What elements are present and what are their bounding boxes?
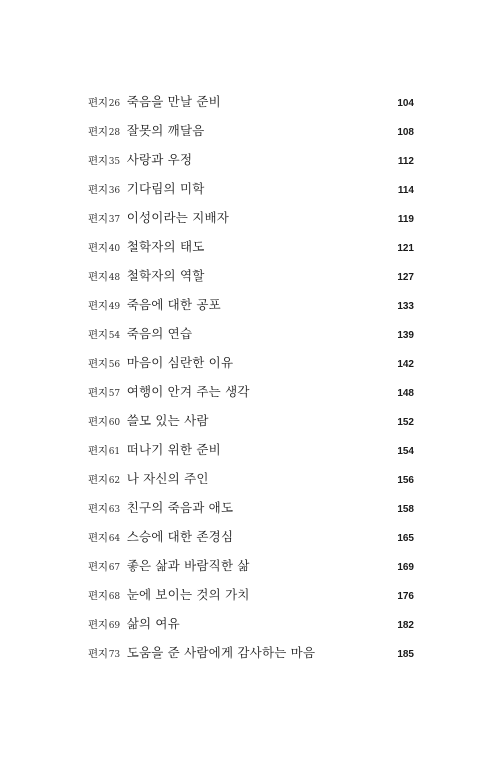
page-number: 119 xyxy=(397,214,414,225)
letter-label: 편지 xyxy=(88,155,108,167)
letter-label: 편지 xyxy=(88,387,108,399)
entry-title: 죽음을 만날 준비 xyxy=(126,94,221,109)
page-number: 152 xyxy=(397,417,414,428)
table-of-contents xyxy=(88,92,414,672)
letter-label: 편지 xyxy=(88,474,108,486)
letter-label: 편지 xyxy=(88,271,108,283)
page-number: 142 xyxy=(397,359,414,370)
entry-title: 사랑과 우정 xyxy=(126,152,193,167)
letter-label: 편지 xyxy=(88,416,108,428)
toc-entry[interactable] xyxy=(88,643,414,672)
toc-entry[interactable] xyxy=(88,585,414,614)
entry-title: 삶의 여유 xyxy=(126,616,180,631)
letter-number: 67 xyxy=(108,563,121,573)
toc-entry[interactable] xyxy=(88,411,414,440)
page-number: 154 xyxy=(397,446,414,457)
page-number: 185 xyxy=(397,649,414,660)
letter-number: 40 xyxy=(108,244,121,254)
letter-label: 편지 xyxy=(88,329,108,341)
letter-label: 편지 xyxy=(88,648,108,660)
page-number: 158 xyxy=(397,504,414,515)
letter-number: 49 xyxy=(108,302,121,312)
letter-number: 37 xyxy=(108,215,121,225)
letter-label: 편지 xyxy=(88,97,108,109)
entry-title: 마음이 심란한 이유 xyxy=(126,355,234,370)
toc-entry[interactable] xyxy=(88,353,414,382)
letter-number: 35 xyxy=(108,157,121,167)
letter-number: 54 xyxy=(108,331,121,341)
letter-number: 64 xyxy=(108,534,121,544)
letter-label: 편지 xyxy=(88,561,108,573)
page-number: 127 xyxy=(397,272,414,283)
toc-entry[interactable] xyxy=(88,208,414,237)
letter-label: 편지 xyxy=(88,242,108,254)
page-number: 148 xyxy=(397,388,414,399)
entry-title: 죽음에 대한 공포 xyxy=(126,297,221,312)
letter-label: 편지 xyxy=(88,532,108,544)
letter-number: 57 xyxy=(108,389,121,399)
toc-entry[interactable] xyxy=(88,237,414,266)
page-number: 121 xyxy=(397,243,414,254)
page-number: 112 xyxy=(397,156,414,167)
entry-title: 좋은 삶과 바람직한 삶 xyxy=(126,558,250,573)
page-number: 169 xyxy=(397,562,414,573)
page-number: 156 xyxy=(397,475,414,486)
letter-number: 73 xyxy=(108,650,121,660)
letter-number: 61 xyxy=(108,447,121,457)
entry-title: 철학자의 역할 xyxy=(126,268,205,283)
toc-entry[interactable] xyxy=(88,324,414,353)
toc-entry[interactable] xyxy=(88,266,414,295)
toc-entry[interactable] xyxy=(88,150,414,179)
toc-entry[interactable] xyxy=(88,121,414,150)
entry-title: 도움을 준 사람에게 감사하는 마음 xyxy=(126,645,316,660)
toc-entry[interactable] xyxy=(88,440,414,469)
letter-number: 28 xyxy=(108,128,121,138)
letter-label: 편지 xyxy=(88,619,108,631)
page-number: 176 xyxy=(397,591,414,602)
letter-number: 68 xyxy=(108,592,121,602)
toc-entry[interactable] xyxy=(88,382,414,411)
toc-entry[interactable] xyxy=(88,469,414,498)
toc-entry[interactable] xyxy=(88,556,414,585)
letter-number: 36 xyxy=(108,186,121,196)
toc-entry[interactable] xyxy=(88,92,414,121)
entry-title: 여행이 안겨 주는 생각 xyxy=(126,384,250,399)
page-number: 165 xyxy=(397,533,414,544)
letter-label: 편지 xyxy=(88,590,108,602)
letter-label: 편지 xyxy=(88,213,108,225)
entry-title: 죽음의 연습 xyxy=(126,326,193,341)
letter-label: 편지 xyxy=(88,358,108,370)
page-number: 114 xyxy=(397,185,414,196)
page-number: 133 xyxy=(397,301,414,312)
letter-number: 48 xyxy=(108,273,121,283)
toc-entry[interactable] xyxy=(88,295,414,324)
letter-number: 26 xyxy=(108,99,121,109)
entry-title: 쓸모 있는 사람 xyxy=(126,413,209,428)
toc-entry[interactable] xyxy=(88,527,414,556)
letter-label: 편지 xyxy=(88,184,108,196)
entry-title: 친구의 죽음과 애도 xyxy=(126,500,234,515)
page-number: 104 xyxy=(397,98,414,109)
entry-title: 기다림의 미학 xyxy=(126,181,205,196)
entry-title: 철학자의 태도 xyxy=(126,239,205,254)
entry-title: 스승에 대한 존경심 xyxy=(126,529,234,544)
page-number: 139 xyxy=(397,330,414,341)
letter-number: 56 xyxy=(108,360,121,370)
letter-label: 편지 xyxy=(88,445,108,457)
entry-title: 나 자신의 주인 xyxy=(126,471,209,486)
letter-label: 편지 xyxy=(88,126,108,138)
toc-entry[interactable] xyxy=(88,614,414,643)
letter-label: 편지 xyxy=(88,503,108,515)
letter-number: 69 xyxy=(108,621,121,631)
toc-entry[interactable] xyxy=(88,179,414,208)
page-number: 182 xyxy=(397,620,414,631)
letter-number: 62 xyxy=(108,476,121,486)
letter-number: 60 xyxy=(108,418,121,428)
letter-label: 편지 xyxy=(88,300,108,312)
letter-number: 63 xyxy=(108,505,121,515)
entry-title: 눈에 보이는 것의 가치 xyxy=(126,587,250,602)
entry-title: 이성이라는 지배자 xyxy=(126,210,230,225)
entry-title: 떠나기 위한 준비 xyxy=(126,442,221,457)
toc-entry[interactable] xyxy=(88,498,414,527)
page-number: 108 xyxy=(397,127,414,138)
entry-title: 잘못의 깨달음 xyxy=(126,123,205,138)
